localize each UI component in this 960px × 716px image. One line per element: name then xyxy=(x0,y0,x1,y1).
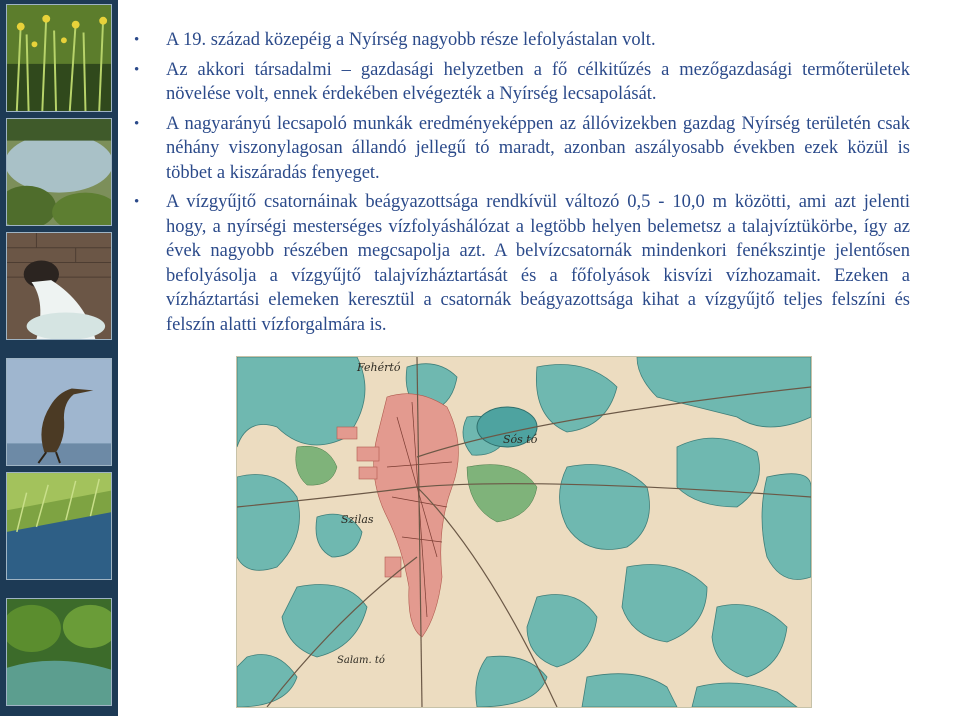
bullet-list xyxy=(130,28,910,342)
bullet-marker: • xyxy=(134,32,140,48)
bullet-item xyxy=(130,112,910,186)
photo-strip xyxy=(0,0,118,716)
map-label-szilas: Szilas xyxy=(341,513,374,526)
photo-grass-water xyxy=(6,472,112,580)
photo-cormorant xyxy=(6,358,112,466)
map-graphic xyxy=(237,357,811,707)
map-label-salamon: Salam. tó xyxy=(337,655,385,666)
bullet-marker: • xyxy=(134,194,140,210)
bullet-item xyxy=(130,58,910,107)
map-label-sosto: Sós tó xyxy=(503,433,538,446)
bullet-item xyxy=(130,190,910,337)
bullet-text: A nagyarányú lecsapoló munkák eredményeképpen az állóvizekben gazdag Nyírség területén csak néhány viszonylagosan állandó jellegű tó maradt, azonban aszályosabb években ezek közül is többet a kiszáradás fenyeget. xyxy=(166,113,910,183)
photo-creek xyxy=(6,598,112,706)
bullet-marker: • xyxy=(134,61,140,78)
photo-pond xyxy=(6,118,112,226)
bullet-text: A vízgyűjtő csatornáinak beágyazottsága rendkívül változó 0,5 - 10,0 m közötti, ami azt jelenti hogy, a nyírségi mesterséges vízfolyáshálózat a legtöbb helyen belemetsz a talajvíztükörbe, így az évek nagyobb részében megcsapolja azt. A belvízcsatornák mindenkori fenékszintje jelentősen befolyásolja a vízgyűjtő talajvízháztartását és a főfolyások kisvízi vízhozamait. Ezeken a vízháztartási elemeken keresztül a csatornák beágyazottsága kihat a vízgyűjtő teljes felszíni és felszín alatti vízforgalmára is. xyxy=(166,192,910,335)
bullet-text: A 19. század közepéig a Nyírség nagyobb része lefolyástalan volt. xyxy=(166,30,656,50)
bullet-marker: • xyxy=(134,115,140,132)
bullet-item xyxy=(130,28,910,53)
photo-waterfall xyxy=(6,232,112,340)
bullet-text: Az akkori társadalmi – gazdasági helyzetben a fő célkitűzés a mezőgazdasági termőterületek növelése volt, ennek érdekében elvégezték a Nyírség lecsapolását. xyxy=(166,59,910,104)
photo-reeds xyxy=(6,4,112,112)
historical-map xyxy=(236,356,812,708)
map-label-feherto: Fehértó xyxy=(357,361,401,374)
